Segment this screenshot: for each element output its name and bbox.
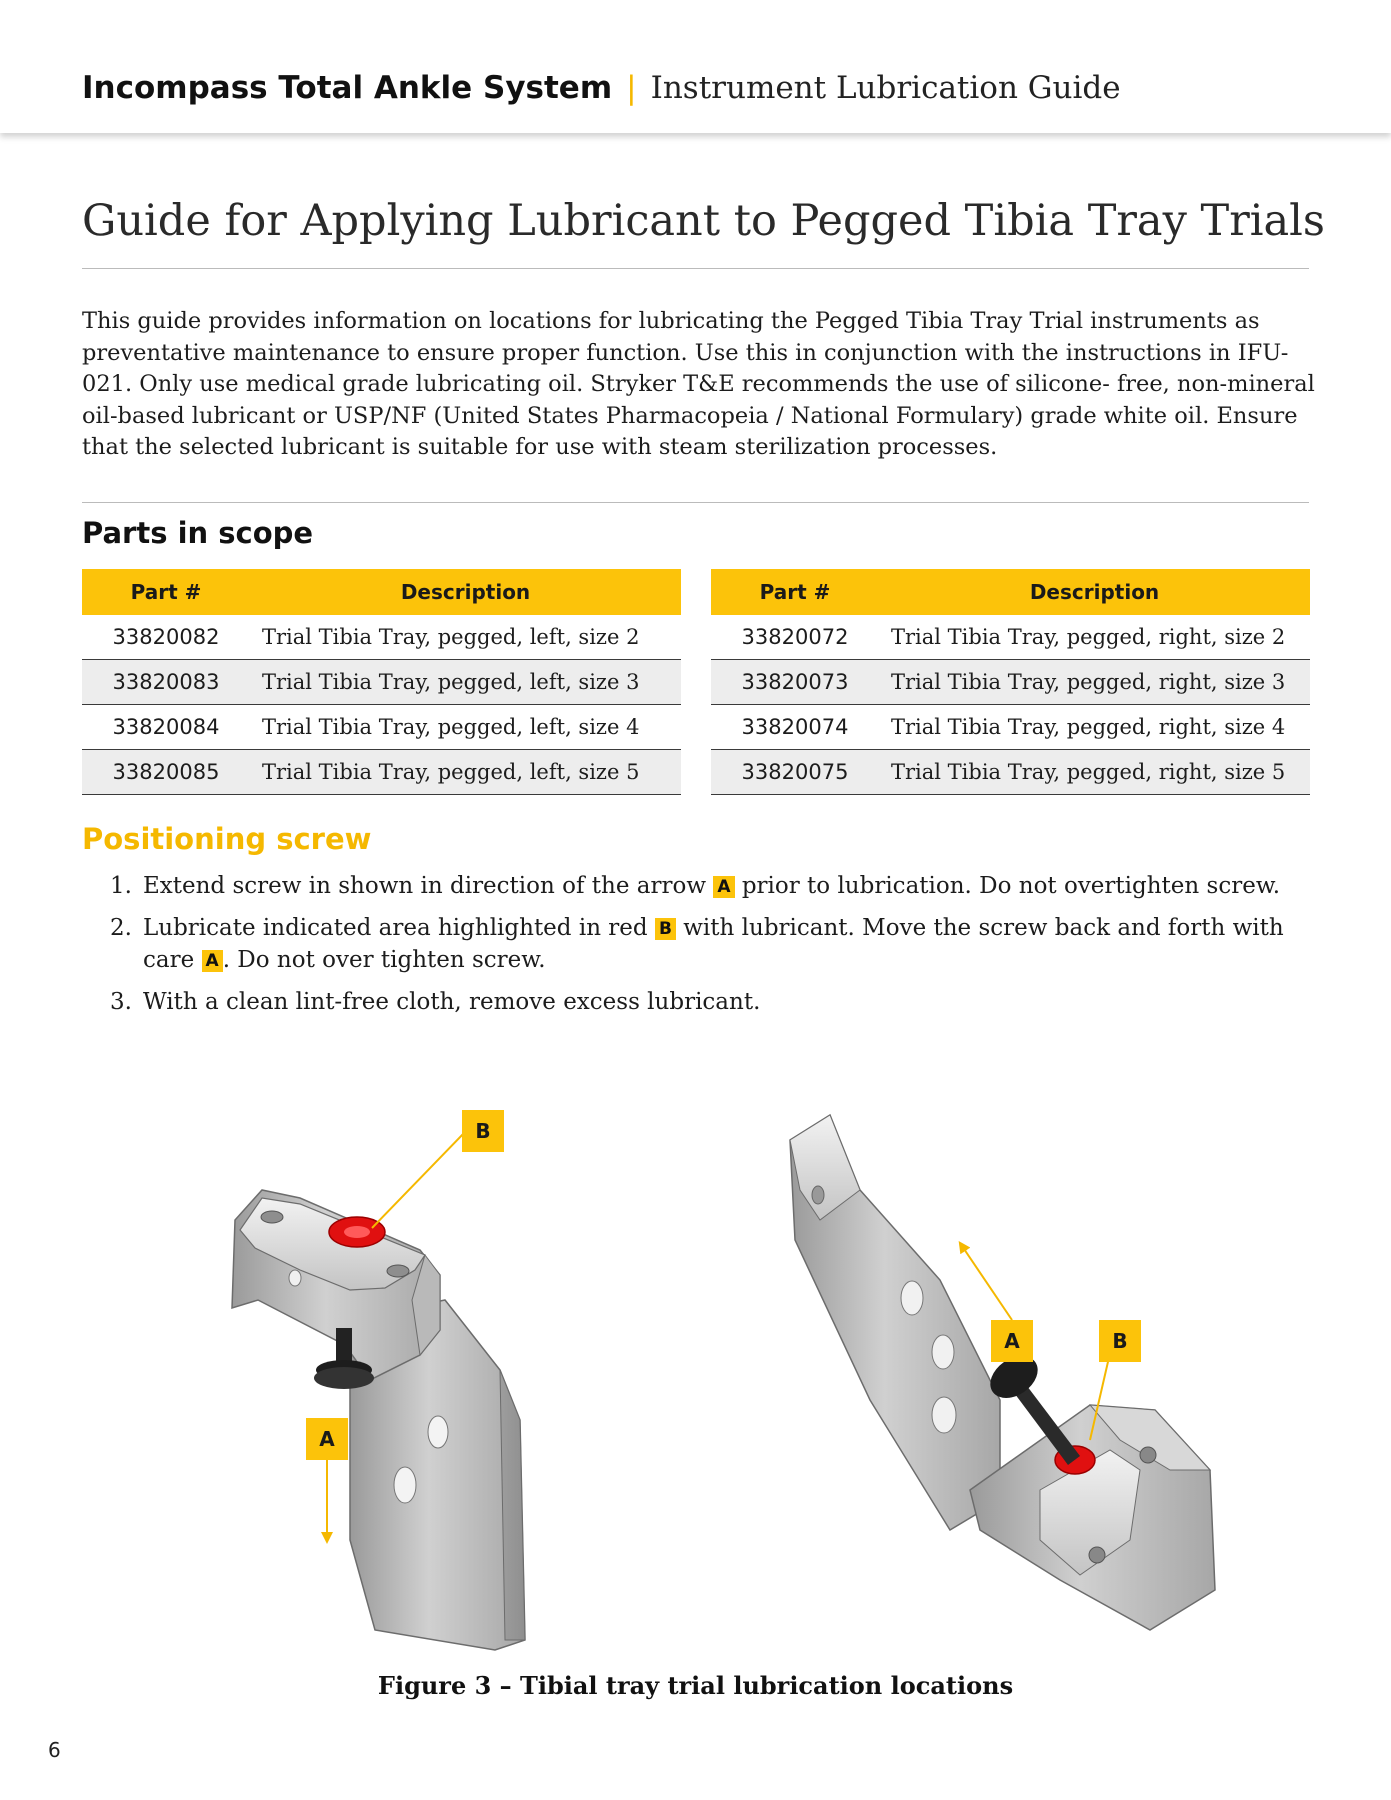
page-header	[0, 0, 1391, 133]
positioning-section-title: Positioning screw	[82, 822, 372, 856]
part-description: Trial Tibia Tray, pegged, left, size 2	[250, 615, 681, 660]
part-description: Trial Tibia Tray, pegged, left, size 4	[250, 705, 681, 750]
table-row	[711, 750, 1310, 795]
list-item	[110, 870, 1330, 902]
figure-3	[0, 1070, 1391, 1670]
direction-arrow	[962, 1246, 1012, 1320]
part-description: Trial Tibia Tray, pegged, left, size 3	[250, 660, 681, 705]
list-item	[110, 912, 1330, 976]
positioning-steps	[110, 870, 1330, 1028]
page-number: 6	[48, 1738, 61, 1762]
part-description: Trial Tibia Tray, pegged, right, size 3	[879, 660, 1310, 705]
table-row	[82, 705, 681, 750]
part-number: 33820075	[711, 750, 879, 795]
callout-b-left: B	[462, 1110, 504, 1152]
step-text: . Do not over tighten screw.	[222, 947, 546, 973]
table-header-row	[82, 569, 681, 615]
callout-line	[372, 1132, 465, 1228]
parts-table-right	[711, 569, 1310, 795]
step-text: With a clean lint-free cloth, remove excess lubricant.	[143, 989, 761, 1015]
header-line	[82, 70, 1121, 106]
column-header-part: Part #	[711, 569, 879, 615]
callout-a-right: A	[991, 1320, 1033, 1362]
table-row	[82, 750, 681, 795]
table-row	[82, 660, 681, 705]
step-text: Lubricate indicated area highlighted in red	[143, 915, 648, 941]
intro-paragraph: This guide provides information on locations for lubricating the Pegged Tibia Tray Trial instruments as preventative maintenance to ensure proper function. Use this in conjunction with the instructions in IFU-021. Only use medical grade lubricating oil. Stryker T&E recommends the use of silicone- free, non-mineral oil-based lubricant or USP/NF (United States Pharmacopeia / National Formulary) grade white oil. Ensure that the selected lubricant is suitable for use with steam sterilization processes.	[82, 308, 1315, 460]
title-divider	[82, 268, 1309, 269]
parts-section-title: Parts in scope	[82, 516, 314, 550]
part-number: 33820083	[82, 660, 250, 705]
part-description: Trial Tibia Tray, pegged, left, size 5	[250, 750, 681, 795]
callout-b-right: B	[1099, 1320, 1141, 1362]
callout-tag: A	[713, 876, 734, 898]
step-text: Extend screw in shown in direction of the arrow	[143, 873, 707, 899]
part-number: 33820082	[82, 615, 250, 660]
left-tray-trial-illustration	[232, 1132, 525, 1650]
part-description: Trial Tibia Tray, pegged, right, size 2	[879, 615, 1310, 660]
table-row	[711, 660, 1310, 705]
parts-table-left	[82, 569, 681, 795]
step-text: with lubricant. Move the screw back and forth with care	[143, 915, 1284, 973]
header-subtitle: Instrument Lubrication Guide	[650, 70, 1121, 106]
step-number: 2.	[110, 915, 132, 941]
header-separator: |	[626, 70, 637, 106]
part-number: 33820073	[711, 660, 879, 705]
figure-caption: Figure 3 – Tibial tray trial lubrication locations	[377, 1671, 1014, 1700]
table-row	[82, 615, 681, 660]
section-divider	[82, 502, 1309, 503]
part-number: 33820072	[711, 615, 879, 660]
column-header-description: Description	[879, 569, 1310, 615]
column-header-part: Part #	[82, 569, 250, 615]
page-title: Guide for Applying Lubricant to Pegged Tibia Tray Trials	[82, 196, 1325, 246]
list-item	[110, 986, 1330, 1018]
part-number: 33820085	[82, 750, 250, 795]
table-header-row	[711, 569, 1310, 615]
table-row	[711, 705, 1310, 750]
table-row	[711, 615, 1310, 660]
part-description: Trial Tibia Tray, pegged, right, size 4	[879, 705, 1310, 750]
callout-a-left: A	[306, 1418, 348, 1460]
step-number: 1.	[110, 873, 132, 899]
callout-tag: B	[655, 918, 676, 940]
header-brand: Incompass Total Ankle System	[82, 70, 613, 106]
step-number: 3.	[110, 989, 132, 1015]
callout-tag: A	[202, 950, 223, 972]
step-text: prior to lubrication. Do not overtighten screw.	[741, 873, 1281, 899]
right-tray-trial-illustration	[790, 1115, 1215, 1630]
part-number: 33820074	[711, 705, 879, 750]
part-number: 33820084	[82, 705, 250, 750]
part-description: Trial Tibia Tray, pegged, right, size 5	[879, 750, 1310, 795]
figure-illustration	[0, 1070, 1391, 1670]
column-header-description: Description	[250, 569, 681, 615]
